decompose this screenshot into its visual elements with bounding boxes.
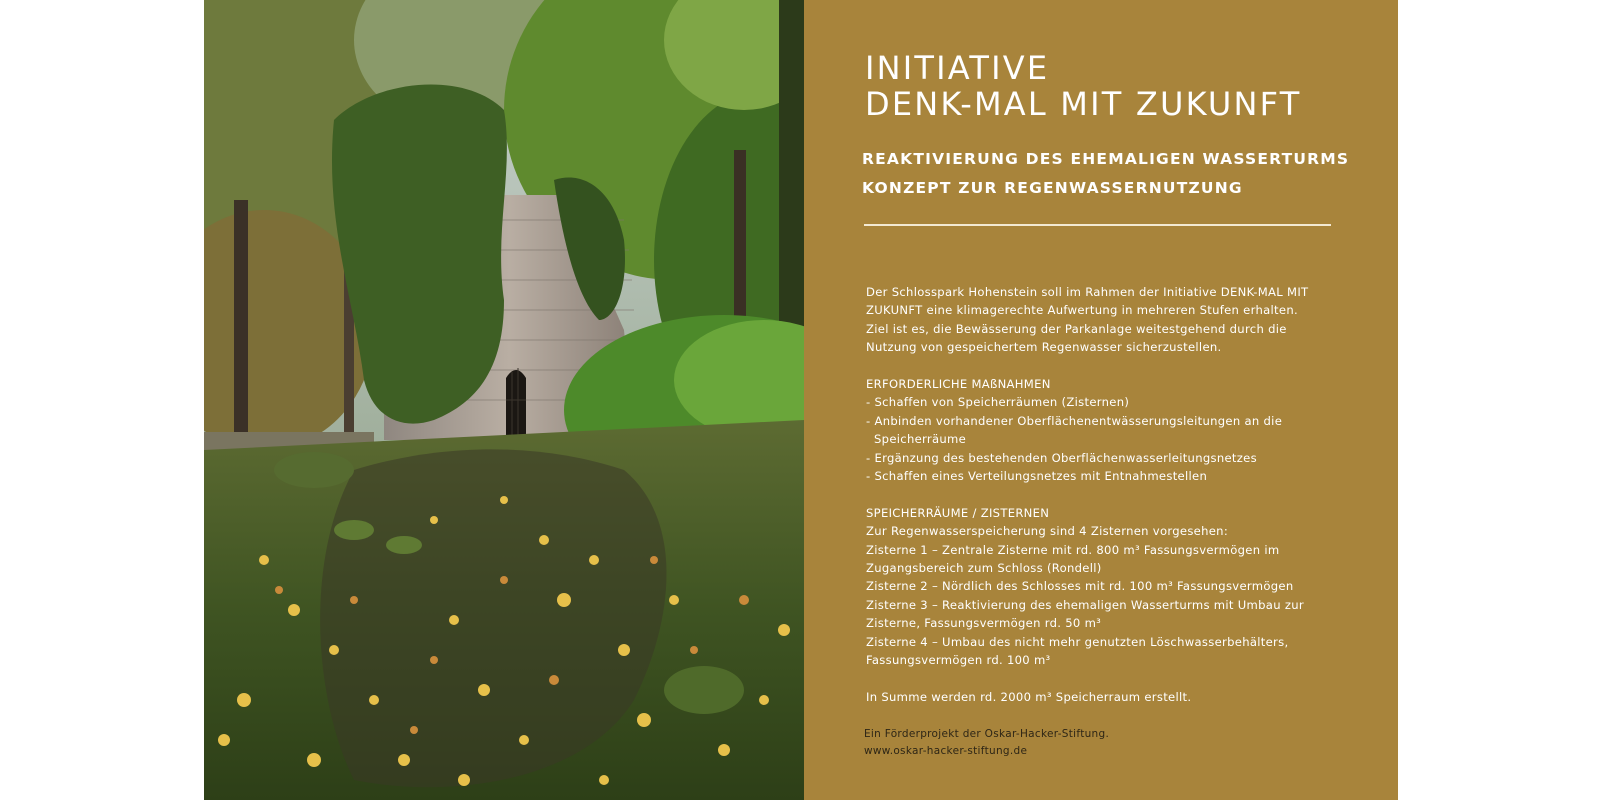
subtitle xyxy=(862,145,1349,203)
subtitle-line-1: REAKTIVIERUNG DES EHEMALIGEN WASSERTURMS xyxy=(862,150,1350,168)
storage-line: Zisterne, Fassungsvermögen rd. 50 m³ xyxy=(866,616,1102,631)
photo-illustration xyxy=(204,0,804,800)
storage-line: Zisterne 3 – Reaktivierung des ehemaligen Wasserturms mit Umbau zur xyxy=(866,597,1304,612)
measure-item: - Anbinden vorhandener Oberflächenentwässerungsleitungen an die xyxy=(866,413,1283,428)
footer-url-link[interactable]: www.oskar-hacker-stiftung.de xyxy=(864,744,1028,757)
spacer xyxy=(866,357,1326,375)
measure-item: - Schaffen von Speicherräumen (Zisternen) xyxy=(866,395,1130,410)
divider xyxy=(864,224,1331,226)
title-line-1: INITIATIVE xyxy=(865,49,1050,87)
forest-water-tower-photo xyxy=(204,0,804,800)
spacer xyxy=(866,670,1326,688)
storage-line: Zisterne 1 – Zentrale Zisterne mit rd. 800 m³ Fassungsvermögen im xyxy=(866,542,1280,557)
storage-line: Zisterne 4 – Umbau des nicht mehr genutzten Löschwasserbehälters, xyxy=(866,634,1289,649)
info-panel xyxy=(804,0,1398,800)
storage-line: Fassungsvermögen rd. 100 m³ xyxy=(866,653,1051,668)
title-line-2: DENK-MAL MIT ZUKUNFT xyxy=(865,85,1302,123)
subtitle-line-2: KONZEPT ZUR REGENWASSERNUTZUNG xyxy=(862,179,1243,197)
footer-credit: Ein Förderprojekt der Oskar-Hacker-Stiftung. xyxy=(864,728,1110,740)
spacer xyxy=(866,485,1326,503)
storage-line: Zisterne 2 – Nördlich des Schlosses mit rd. 100 m³ Fassungsvermögen xyxy=(866,579,1294,594)
measure-item: - Schaffen eines Verteilungsnetzes mit Entnahmestellen xyxy=(866,469,1208,484)
measure-item: Speicherräume xyxy=(874,432,967,447)
body-text xyxy=(866,283,1326,706)
storage-line: Zugangsbereich zum Schloss (Rondell) xyxy=(866,561,1102,576)
intro-line: Ziel ist es, die Bewässerung der Parkanlage weitestgehend durch die xyxy=(866,321,1287,336)
page-title xyxy=(865,50,1301,122)
intro-line: Nutzung von gespeichertem Regenwasser sicherzustellen. xyxy=(866,340,1222,355)
intro-line: Der Schlosspark Hohenstein soll im Rahmen der Initiative DENK-MAL MIT xyxy=(866,285,1309,299)
footer xyxy=(864,726,1109,759)
summary: In Summe werden rd. 2000 m³ Speicherraum erstellt. xyxy=(866,689,1192,704)
intro-line: ZUKUNFT eine klimagerechte Aufwertung in mehreren Stufen erhalten. xyxy=(866,303,1298,318)
measures-heading: ERFORDERLICHE MAßNAHMEN xyxy=(866,377,1051,392)
measure-item: - Ergänzung des bestehenden Oberflächenwasserleitungsnetzes xyxy=(866,450,1257,465)
storage-line: Zur Regenwasserspeicherung sind 4 Zisternen vorgesehen: xyxy=(866,524,1229,539)
storage-heading: SPEICHERRÄUME / ZISTERNEN xyxy=(866,505,1050,520)
